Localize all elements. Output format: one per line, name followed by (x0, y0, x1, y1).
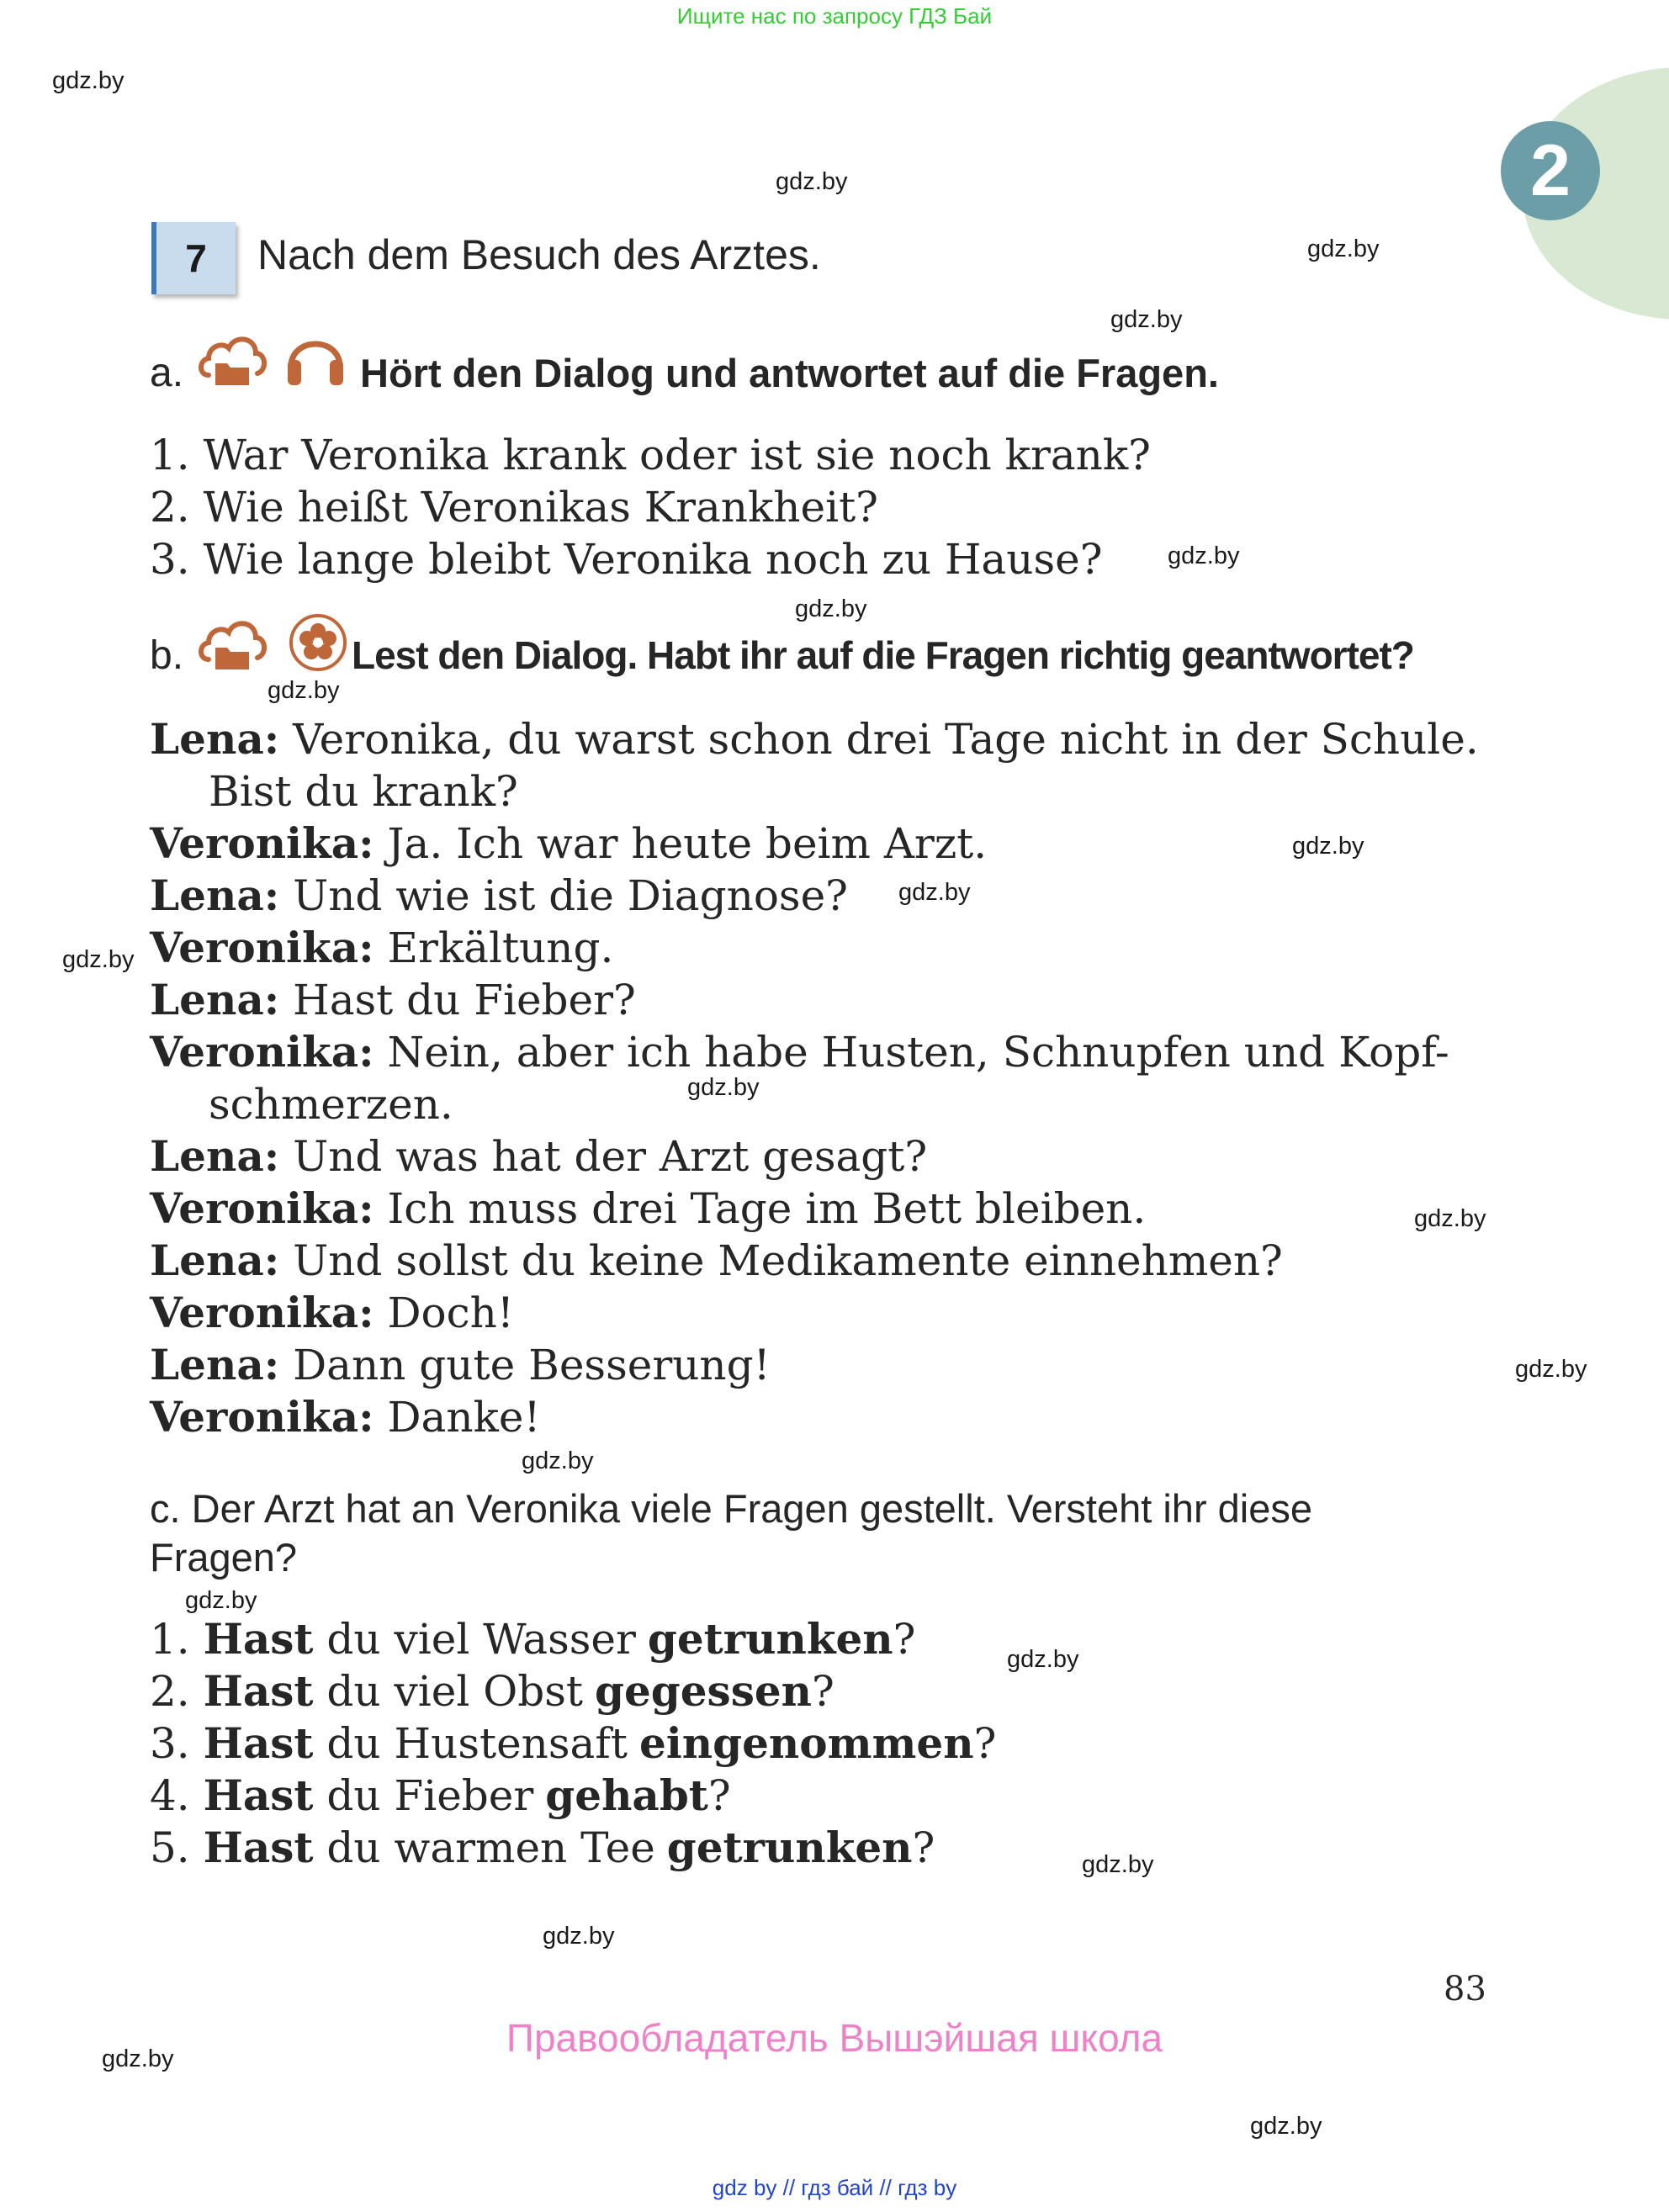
dialog-text: Nein, aber ich habe Husten, Schnupfen und Kopf- (387, 1028, 1449, 1077)
question-number: 3. (150, 1719, 190, 1768)
auxiliary-verb: Hast (203, 1823, 314, 1872)
dialog-text: Ja. Ich war heute beim Arzt. (387, 819, 988, 868)
watermark: gdz.by (776, 168, 848, 195)
dialog-line (150, 1183, 1146, 1235)
dialog-text: Und was hat der Arzt gesagt? (293, 1132, 928, 1181)
dialog-line (150, 1287, 514, 1339)
chapter-number-badge: 2 (1501, 121, 1600, 220)
part-b-letter: b. (150, 633, 184, 678)
question-number: 2. (150, 483, 190, 532)
part-a-letter: a. (150, 351, 184, 395)
watermark: gdz.by (1007, 1646, 1079, 1673)
participle: gegessen (595, 1666, 813, 1716)
part-c-instruction: Der Arzt hat an Veronika viele Fragen gestellt. Versteht ihr diese (191, 1486, 1313, 1531)
watermark: gdz.by (1110, 306, 1183, 333)
speaker-name: Veronika: (150, 923, 374, 972)
dialog-line (150, 922, 613, 974)
dialog-continuation: schmerzen. (209, 1080, 453, 1129)
speaker-name: Veronika: (150, 1392, 374, 1442)
part-b-instruction: Lest den Dialog. Habt ihr auf die Fragen richtig geantwortet? (352, 633, 1414, 677)
footer-links[interactable]: gdz by // гдз бай // гдз by (712, 2175, 957, 2200)
dialog-text: Hast du Fieber? (293, 976, 636, 1024)
dialog-line (150, 1235, 1283, 1287)
watermark: gdz.by (1307, 235, 1380, 262)
question-item (150, 1665, 834, 1717)
speaker-name: Lena: (150, 1236, 280, 1285)
watermark: gdz.by (795, 595, 867, 622)
watermark: gdz.by (102, 2045, 174, 2072)
question-end: ? (707, 1771, 731, 1820)
speaker-name: Veronika: (150, 1027, 374, 1077)
speaker-name: Veronika: (150, 818, 374, 868)
watermark: gdz.by (1414, 1205, 1486, 1232)
dialog-line (150, 1026, 1449, 1078)
question-middle: du Hustensaft (326, 1719, 628, 1768)
task-number: 7 (151, 222, 236, 294)
question-end: ? (912, 1823, 935, 1872)
speaker-name: Lena: (150, 714, 280, 764)
part-c-instruction-line2: Fragen? (150, 1535, 298, 1580)
question-item (150, 481, 878, 533)
copyright-notice: Правообладатель Вышэйшая школа (506, 2016, 1163, 2060)
dialog-text: Und sollst du keine Medikamente einnehmen? (293, 1236, 1283, 1285)
flower-icon (288, 612, 348, 673)
dialog-text: Doch! (387, 1289, 514, 1337)
headphones-icon (284, 325, 347, 389)
speaker-name: Veronika: (150, 1183, 374, 1233)
participle: getrunken (666, 1823, 913, 1872)
question-item (150, 533, 1103, 585)
watermark: gdz.by (522, 1447, 594, 1474)
watermark: gdz.by (687, 1074, 760, 1101)
watermark: gdz.by (52, 67, 125, 94)
question-middle: du viel Wasser (326, 1615, 636, 1664)
watermark: gdz.by (543, 1923, 615, 1950)
auxiliary-verb: Hast (203, 1770, 314, 1820)
participle: getrunken (647, 1614, 893, 1664)
speaker-name: Lena: (150, 871, 280, 920)
dialog-line (150, 1391, 541, 1443)
dialog-line (150, 870, 848, 922)
dialog-text: Und wie ist die Diagnose? (293, 871, 848, 920)
top-banner[interactable]: Ищите нас по запросу ГДЗ Бай (676, 3, 993, 29)
question-item (150, 1770, 731, 1822)
cloud-folder-icon (197, 330, 269, 389)
dialog-continuation: Bist du krank? (209, 767, 518, 816)
dialog-line (150, 974, 636, 1026)
participle: gehabt (545, 1770, 708, 1820)
dialog-text: Veronika, du warst schon drei Tage nicht in der Schule. (293, 715, 1479, 764)
part-a-instruction: Hört den Dialog und antwortet auf die Fragen. (360, 351, 1219, 395)
part-c-letter: c. (150, 1486, 181, 1531)
speaker-name: Veronika: (150, 1288, 374, 1337)
watermark: gdz.by (268, 677, 340, 704)
question-end: ? (973, 1719, 997, 1768)
watermark: gdz.by (1292, 833, 1364, 860)
question-number: 4. (150, 1771, 190, 1820)
question-number: 5. (150, 1823, 190, 1872)
dialog-line (150, 713, 1479, 765)
speaker-name: Lena: (150, 1340, 280, 1389)
watermark: gdz.by (1515, 1356, 1587, 1383)
dialog-text: Erkältung. (387, 923, 614, 972)
question-number: 2. (150, 1667, 190, 1716)
dialog-text: Dann gute Besserung! (293, 1341, 771, 1389)
question-item (150, 1717, 996, 1770)
question-number: 3. (150, 535, 190, 584)
question-item (150, 429, 1151, 481)
watermark: gdz.by (1250, 2113, 1322, 2140)
question-middle: du warmen Tee (326, 1823, 655, 1872)
auxiliary-verb: Hast (203, 1718, 314, 1768)
question-middle: du viel Obst (326, 1667, 583, 1716)
participle: eingenommen (638, 1718, 974, 1768)
dialog-text: Ich muss drei Tage im Bett bleiben. (387, 1184, 1147, 1233)
speaker-name: Lena: (150, 975, 280, 1024)
task-title: Nach dem Besuch des Arztes. (257, 231, 821, 278)
question-item (150, 1822, 935, 1874)
auxiliary-verb: Hast (203, 1666, 314, 1716)
question-middle: du Fieber (326, 1771, 534, 1820)
watermark: gdz.by (62, 946, 135, 973)
watermark: gdz.by (898, 879, 971, 906)
question-text: Wie heißt Veronikas Krankheit? (203, 483, 878, 532)
speaker-name: Lena: (150, 1131, 280, 1181)
part-c-instruction-line1 (150, 1485, 1312, 1532)
watermark: gdz.by (185, 1587, 257, 1614)
watermark: gdz.by (1082, 1851, 1154, 1878)
page-number: 83 (1444, 1970, 1486, 2008)
auxiliary-verb: Hast (203, 1614, 314, 1664)
question-end: ? (812, 1667, 834, 1716)
dialog-line (150, 1339, 771, 1391)
question-text: War Veronika krank oder ist sie noch krank? (203, 431, 1151, 479)
question-text: Wie lange bleibt Veronika noch zu Hause? (203, 535, 1103, 584)
question-item (150, 1613, 915, 1665)
dialog-text: Danke! (387, 1393, 541, 1442)
watermark: gdz.by (1168, 542, 1240, 569)
dialog-line (150, 1130, 927, 1183)
question-number: 1. (150, 431, 190, 479)
question-number: 1. (150, 1615, 190, 1664)
cloud-folder-icon (197, 614, 269, 673)
dialog-line (150, 818, 987, 870)
question-end: ? (893, 1615, 916, 1664)
